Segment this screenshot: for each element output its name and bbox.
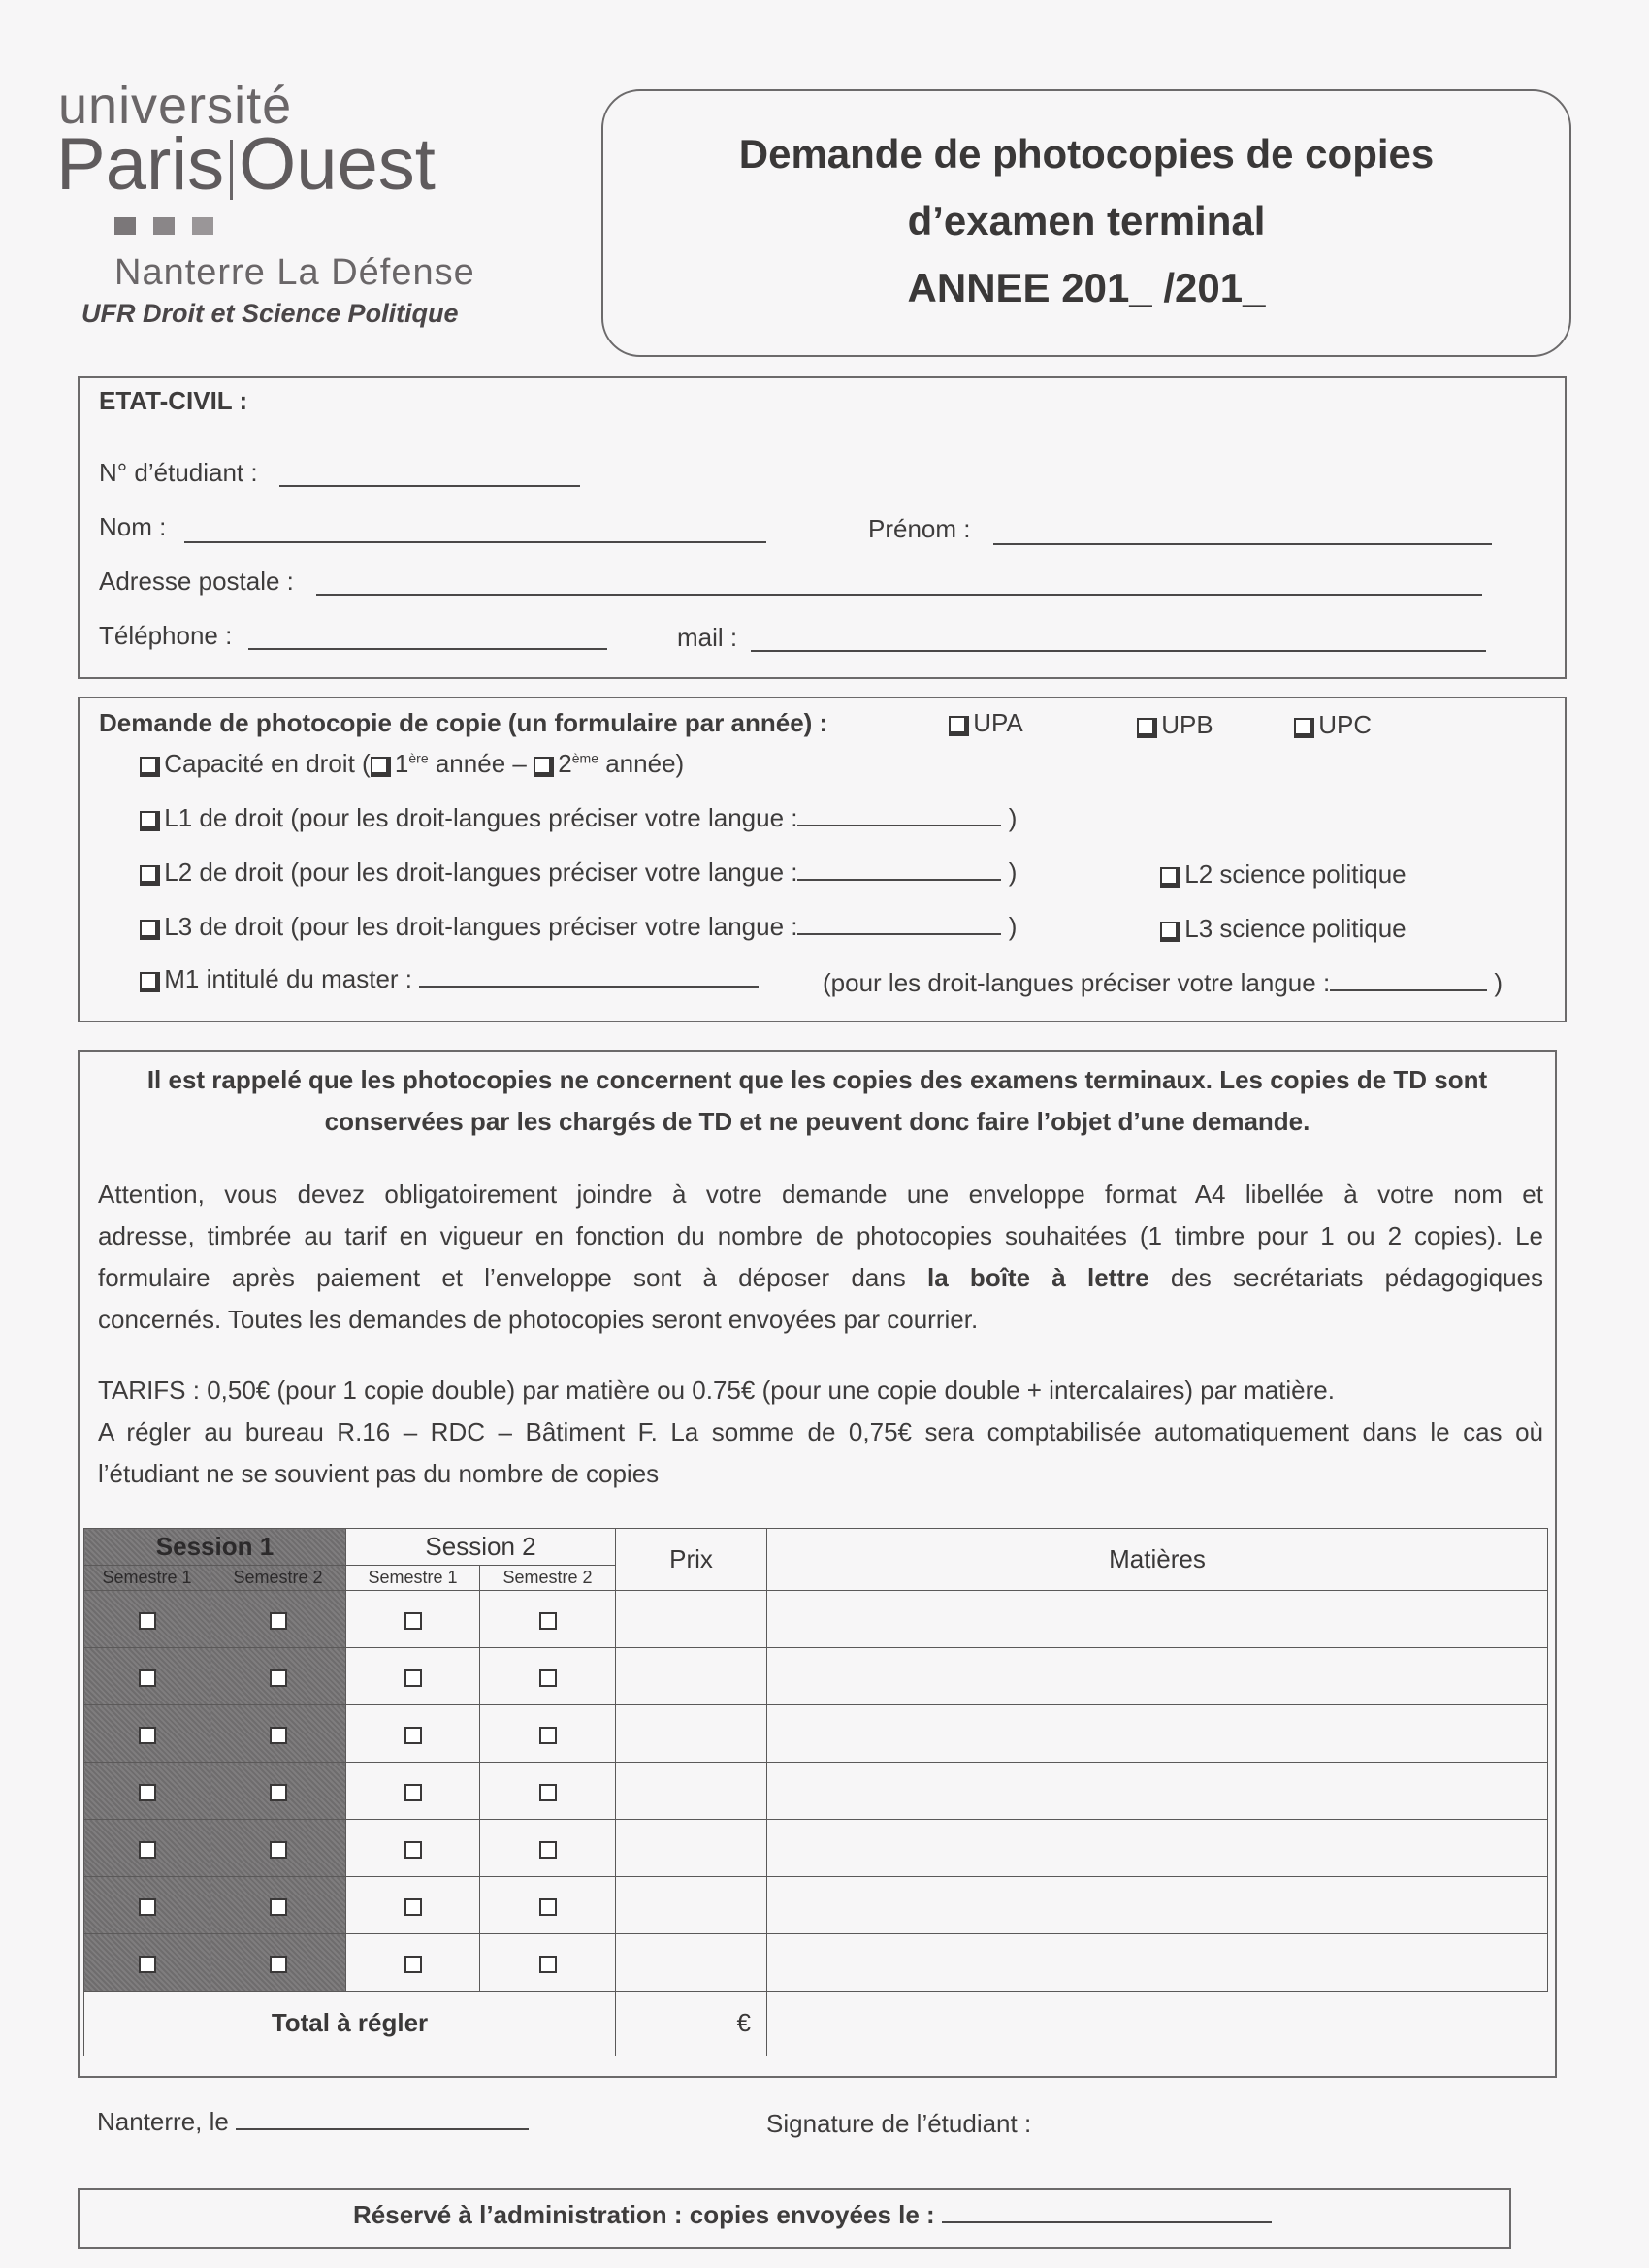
s2-sem2-checkbox[interactable] bbox=[539, 1669, 557, 1687]
l2-option bbox=[140, 858, 1017, 888]
s2-sem1-cell bbox=[346, 1591, 480, 1648]
s2-sem2-checkbox[interactable] bbox=[539, 1727, 557, 1744]
signature-label: Signature de l’étudiant : bbox=[766, 2109, 1032, 2138]
l3-sp-label: L3 science politique bbox=[1184, 914, 1406, 943]
s2-sem2-checkbox[interactable] bbox=[539, 1841, 557, 1859]
capacite-annee-label: année – bbox=[428, 749, 534, 778]
prenom-field[interactable] bbox=[993, 543, 1492, 545]
telephone-field[interactable] bbox=[248, 648, 607, 650]
s1-sem1-checkbox[interactable] bbox=[139, 1898, 156, 1916]
s2-semestre2-header: Semestre 2 bbox=[480, 1566, 616, 1591]
s2-sem2-cell bbox=[480, 1877, 616, 1934]
matieres-header: Matières bbox=[767, 1529, 1548, 1591]
matieres-cell[interactable] bbox=[767, 1877, 1548, 1934]
l3-option bbox=[140, 912, 1017, 942]
s1-sem2-cell bbox=[210, 1591, 346, 1648]
capacite-label: Capacité en droit ( bbox=[164, 749, 371, 778]
session1-header: Session 1 bbox=[84, 1529, 346, 1566]
prix-cell[interactable] bbox=[616, 1591, 767, 1648]
m1-langue bbox=[823, 968, 1503, 998]
s1-sem2-checkbox[interactable] bbox=[270, 1784, 287, 1801]
m1-intitule-field[interactable] bbox=[419, 986, 759, 988]
l2-sp-label: L2 science politique bbox=[1184, 859, 1406, 889]
l1-checkbox[interactable] bbox=[140, 811, 157, 828]
attention-line-3 bbox=[98, 1257, 1543, 1299]
s2-sem1-checkbox[interactable] bbox=[404, 1669, 422, 1687]
m1-langue-label: (pour les droit-langues préciser votre langue : bbox=[823, 968, 1331, 997]
notice-line-1: Il est rappelé que les photocopies ne concernent que les copies des examens terminaux. Les copies de TD sont bbox=[146, 1065, 1488, 1094]
adresse-field[interactable] bbox=[316, 594, 1482, 596]
s1-sem1-cell bbox=[84, 1648, 210, 1705]
total-empty bbox=[767, 1992, 1548, 2056]
etat-civil-title: ETAT-CIVIL : bbox=[99, 386, 248, 415]
attention-line-2: adresse, timbrée au tarif en vigueur en fonction du nombre de photocopies souhaitées (1 timbre pour 1 ou 2 copies). Le bbox=[98, 1221, 1543, 1250]
notice-text bbox=[107, 1059, 1528, 1143]
capacite-checkbox[interactable] bbox=[140, 757, 157, 774]
s2-sem1-cell bbox=[346, 1648, 480, 1705]
telephone-label: Téléphone : bbox=[99, 621, 233, 650]
s1-sem1-checkbox[interactable] bbox=[139, 1841, 156, 1859]
notice-line-2: conservées par les chargés de TD et ne peuvent donc faire l’objet d’une demande. bbox=[324, 1107, 1310, 1136]
s1-sem2-checkbox[interactable] bbox=[270, 1898, 287, 1916]
prix-cell[interactable] bbox=[616, 1648, 767, 1705]
admin-text bbox=[353, 2200, 1272, 2230]
s2-sem1-cell bbox=[346, 1820, 480, 1877]
table-row bbox=[84, 1648, 1548, 1705]
s1-sem1-checkbox[interactable] bbox=[139, 1956, 156, 1973]
m1-checkbox[interactable] bbox=[140, 972, 157, 989]
s1-sem1-checkbox[interactable] bbox=[139, 1727, 156, 1744]
s2-sem1-cell bbox=[346, 1705, 480, 1763]
s2-sem2-cell bbox=[480, 1763, 616, 1820]
s2-sem2-checkbox[interactable] bbox=[539, 1956, 557, 1973]
l3-sp-option bbox=[1160, 914, 1406, 944]
admin-label: Réservé à l’administration : copies envoyées le : bbox=[353, 2200, 935, 2229]
s2-sem1-checkbox[interactable] bbox=[404, 1612, 422, 1630]
table-row bbox=[84, 1877, 1548, 1934]
s1-sem2-cell bbox=[210, 1820, 346, 1877]
s2-sem2-checkbox[interactable] bbox=[539, 1784, 557, 1801]
table-row bbox=[84, 1820, 1548, 1877]
matieres-cell[interactable] bbox=[767, 1591, 1548, 1648]
s1-sem1-cell bbox=[84, 1763, 210, 1820]
upb-label: UPB bbox=[1161, 710, 1213, 739]
attention-text bbox=[98, 1174, 1543, 1341]
table-row bbox=[84, 1934, 1548, 1992]
capacite-option bbox=[140, 749, 684, 779]
l2-sp-option bbox=[1160, 859, 1406, 890]
s2-sem2-checkbox[interactable] bbox=[539, 1898, 557, 1916]
s1-sem2-cell bbox=[210, 1648, 346, 1705]
s2-sem1-checkbox[interactable] bbox=[404, 1898, 422, 1916]
adresse-label: Adresse postale : bbox=[99, 567, 294, 596]
title-box bbox=[601, 89, 1571, 357]
capacite-1ere-label: 1 bbox=[394, 749, 409, 778]
prix-cell[interactable] bbox=[616, 1763, 767, 1820]
attention-3a: formulaire après paiement et l’enveloppe sont à déposer dans bbox=[98, 1263, 927, 1292]
l1-langue-field[interactable] bbox=[797, 825, 1001, 826]
nanterre-le-label: Nanterre, le bbox=[97, 2107, 229, 2136]
m1-close: ) bbox=[1494, 968, 1504, 997]
prix-cell[interactable] bbox=[616, 1934, 767, 1992]
total-currency[interactable]: € bbox=[616, 1992, 767, 2056]
l2-label: L2 de droit (pour les droit-langues préciser votre langue : bbox=[164, 858, 798, 887]
table-row bbox=[84, 1591, 1548, 1648]
total-row bbox=[84, 1992, 1548, 2056]
title-line-3: ANNEE 201_ /201_ bbox=[907, 265, 1266, 310]
upb-option[interactable] bbox=[1137, 710, 1213, 740]
s2-sem2-cell bbox=[480, 1820, 616, 1877]
admin-date-field[interactable] bbox=[942, 2221, 1272, 2223]
attention-3b: la boîte à lettre bbox=[927, 1263, 1149, 1292]
logo-paris-ouest bbox=[56, 122, 436, 207]
s1-sem2-checkbox[interactable] bbox=[270, 1669, 287, 1687]
m1-option bbox=[140, 964, 759, 994]
l2-close: ) bbox=[1008, 858, 1018, 887]
s1-sem1-cell bbox=[84, 1877, 210, 1934]
s1-sem2-cell bbox=[210, 1934, 346, 1992]
nanterre-le bbox=[97, 2107, 529, 2137]
s2-sem2-cell bbox=[480, 1648, 616, 1705]
s1-sem1-cell bbox=[84, 1705, 210, 1763]
matieres-cell[interactable] bbox=[767, 1934, 1548, 1992]
matieres-cell[interactable] bbox=[767, 1763, 1548, 1820]
l1-close: ) bbox=[1008, 803, 1018, 832]
table-row bbox=[84, 1705, 1548, 1763]
upb-checkbox[interactable] bbox=[1137, 718, 1154, 735]
mail-field[interactable] bbox=[751, 650, 1486, 652]
attention-line-1: Attention, vous devez obligatoirement joindre à votre demande une enveloppe format A4 libellée à votre nom et bbox=[98, 1180, 1543, 1209]
s2-sem2-cell bbox=[480, 1934, 616, 1992]
s2-sem1-checkbox[interactable] bbox=[404, 1956, 422, 1973]
prix-cell[interactable] bbox=[616, 1705, 767, 1763]
total-label: Total à régler bbox=[84, 1992, 616, 2056]
l3-label: L3 de droit (pour les droit-langues préciser votre langue : bbox=[164, 912, 798, 941]
s2-sem1-checkbox[interactable] bbox=[404, 1784, 422, 1801]
logo-nanterre: Nanterre La Défense bbox=[114, 252, 475, 293]
etat-civil-box bbox=[78, 376, 1567, 679]
s1-sem1-checkbox[interactable] bbox=[139, 1784, 156, 1801]
s2-sem1-checkbox[interactable] bbox=[404, 1841, 422, 1859]
title-line-1: Demande de photocopies de copies bbox=[738, 131, 1435, 177]
capacite-1ere-sup: ère bbox=[408, 750, 429, 766]
s1-sem2-checkbox[interactable] bbox=[270, 1841, 287, 1859]
capacite-2eme-sup: ème bbox=[571, 750, 598, 766]
s2-sem1-checkbox[interactable] bbox=[404, 1727, 422, 1744]
s2-semestre1-header: Semestre 1 bbox=[346, 1566, 480, 1591]
logo-ouest: Ouest bbox=[239, 123, 436, 206]
matieres-cell[interactable] bbox=[767, 1820, 1548, 1877]
upc-checkbox[interactable] bbox=[1294, 718, 1311, 735]
mail-label: mail : bbox=[677, 623, 738, 652]
m1-langue-field[interactable] bbox=[1330, 989, 1487, 991]
capacite-annee2-label: année) bbox=[598, 749, 685, 778]
demande-title: Demande de photocopie de copie (un formulaire par année) : bbox=[99, 708, 828, 737]
l1-label: L1 de droit (pour les droit-langues préciser votre langue : bbox=[164, 803, 798, 832]
s1-sem2-cell bbox=[210, 1877, 346, 1934]
s1-semestre1-header: Semestre 1 bbox=[84, 1566, 210, 1591]
s1-sem1-checkbox[interactable] bbox=[139, 1669, 156, 1687]
matieres-cell[interactable] bbox=[767, 1705, 1548, 1763]
l2-checkbox[interactable] bbox=[140, 865, 157, 883]
s1-sem1-checkbox[interactable] bbox=[139, 1612, 156, 1630]
session2-header: Session 2 bbox=[346, 1529, 616, 1566]
m1-label: M1 intitulé du master : bbox=[164, 964, 413, 993]
tarifs-line-3: l’étudiant ne se souvient pas du nombre de copies bbox=[98, 1459, 660, 1488]
title-line-2: d’examen terminal bbox=[907, 198, 1266, 243]
s1-sem2-cell bbox=[210, 1763, 346, 1820]
tarifs-line-1: TARIFS : 0,50€ (pour 1 copie double) par matière ou 0.75€ (pour une copie double + intercalaires) par matière. bbox=[98, 1376, 1335, 1405]
tarifs-text bbox=[98, 1370, 1543, 1495]
l3-sp-checkbox[interactable] bbox=[1160, 922, 1178, 939]
logo-universite: université bbox=[58, 77, 293, 135]
matieres-cell[interactable] bbox=[767, 1648, 1548, 1705]
copies-table bbox=[83, 1528, 1548, 2056]
l3-close: ) bbox=[1008, 912, 1018, 941]
s1-semestre2-header: Semestre 2 bbox=[210, 1566, 346, 1591]
prix-header: Prix bbox=[616, 1529, 767, 1591]
capacite-2eme-label: 2 bbox=[558, 749, 572, 778]
s1-sem2-checkbox[interactable] bbox=[270, 1956, 287, 1973]
s1-sem1-cell bbox=[84, 1934, 210, 1992]
s1-sem1-cell bbox=[84, 1591, 210, 1648]
l2-langue-field[interactable] bbox=[797, 879, 1001, 881]
upa-option[interactable] bbox=[949, 708, 1023, 738]
prix-cell[interactable] bbox=[616, 1877, 767, 1934]
l1-option bbox=[140, 803, 1017, 833]
prenom-label: Prénom : bbox=[868, 514, 971, 543]
attention-3c: des secrétariats pédagogiques bbox=[1148, 1263, 1543, 1292]
tarifs-line-2: A régler au bureau R.16 – RDC – Bâtiment F. La somme de 0,75€ sera comptabilisée automatiquement dans le cas où bbox=[98, 1417, 1543, 1446]
nom-label: Nom : bbox=[99, 512, 167, 541]
s2-sem2-checkbox[interactable] bbox=[539, 1612, 557, 1630]
l3-checkbox[interactable] bbox=[140, 920, 157, 937]
s1-sem2-checkbox[interactable] bbox=[270, 1612, 287, 1630]
capacite-2eme-checkbox[interactable] bbox=[534, 757, 551, 774]
prix-cell[interactable] bbox=[616, 1820, 767, 1877]
logo-squares-icon bbox=[114, 217, 231, 240]
capacite-1ere-checkbox[interactable] bbox=[371, 757, 388, 774]
upc-option[interactable] bbox=[1294, 710, 1372, 740]
s1-sem1-cell bbox=[84, 1820, 210, 1877]
s1-sem2-checkbox[interactable] bbox=[270, 1727, 287, 1744]
s2-sem2-cell bbox=[480, 1705, 616, 1763]
table-row bbox=[84, 1763, 1548, 1820]
s1-sem2-cell bbox=[210, 1705, 346, 1763]
s2-sem1-cell bbox=[346, 1763, 480, 1820]
attention-line-4: concernés. Toutes les demandes de photocopies seront envoyées par courrier. bbox=[98, 1305, 979, 1334]
s2-sem1-cell bbox=[346, 1877, 480, 1934]
logo-paris: Paris bbox=[56, 123, 225, 206]
student-number-field[interactable] bbox=[279, 485, 580, 487]
upa-label: UPA bbox=[973, 708, 1023, 737]
s2-sem2-cell bbox=[480, 1591, 616, 1648]
l2-sp-checkbox[interactable] bbox=[1160, 867, 1178, 885]
upa-checkbox[interactable] bbox=[949, 716, 966, 733]
upc-label: UPC bbox=[1318, 710, 1373, 739]
logo-ufr: UFR Droit et Science Politique bbox=[81, 299, 459, 328]
student-number-label: N° d’étudiant : bbox=[99, 458, 258, 487]
s2-sem1-cell bbox=[346, 1934, 480, 1992]
date-field[interactable] bbox=[236, 2128, 529, 2130]
l3-langue-field[interactable] bbox=[797, 933, 1001, 935]
nom-field[interactable] bbox=[184, 541, 766, 543]
